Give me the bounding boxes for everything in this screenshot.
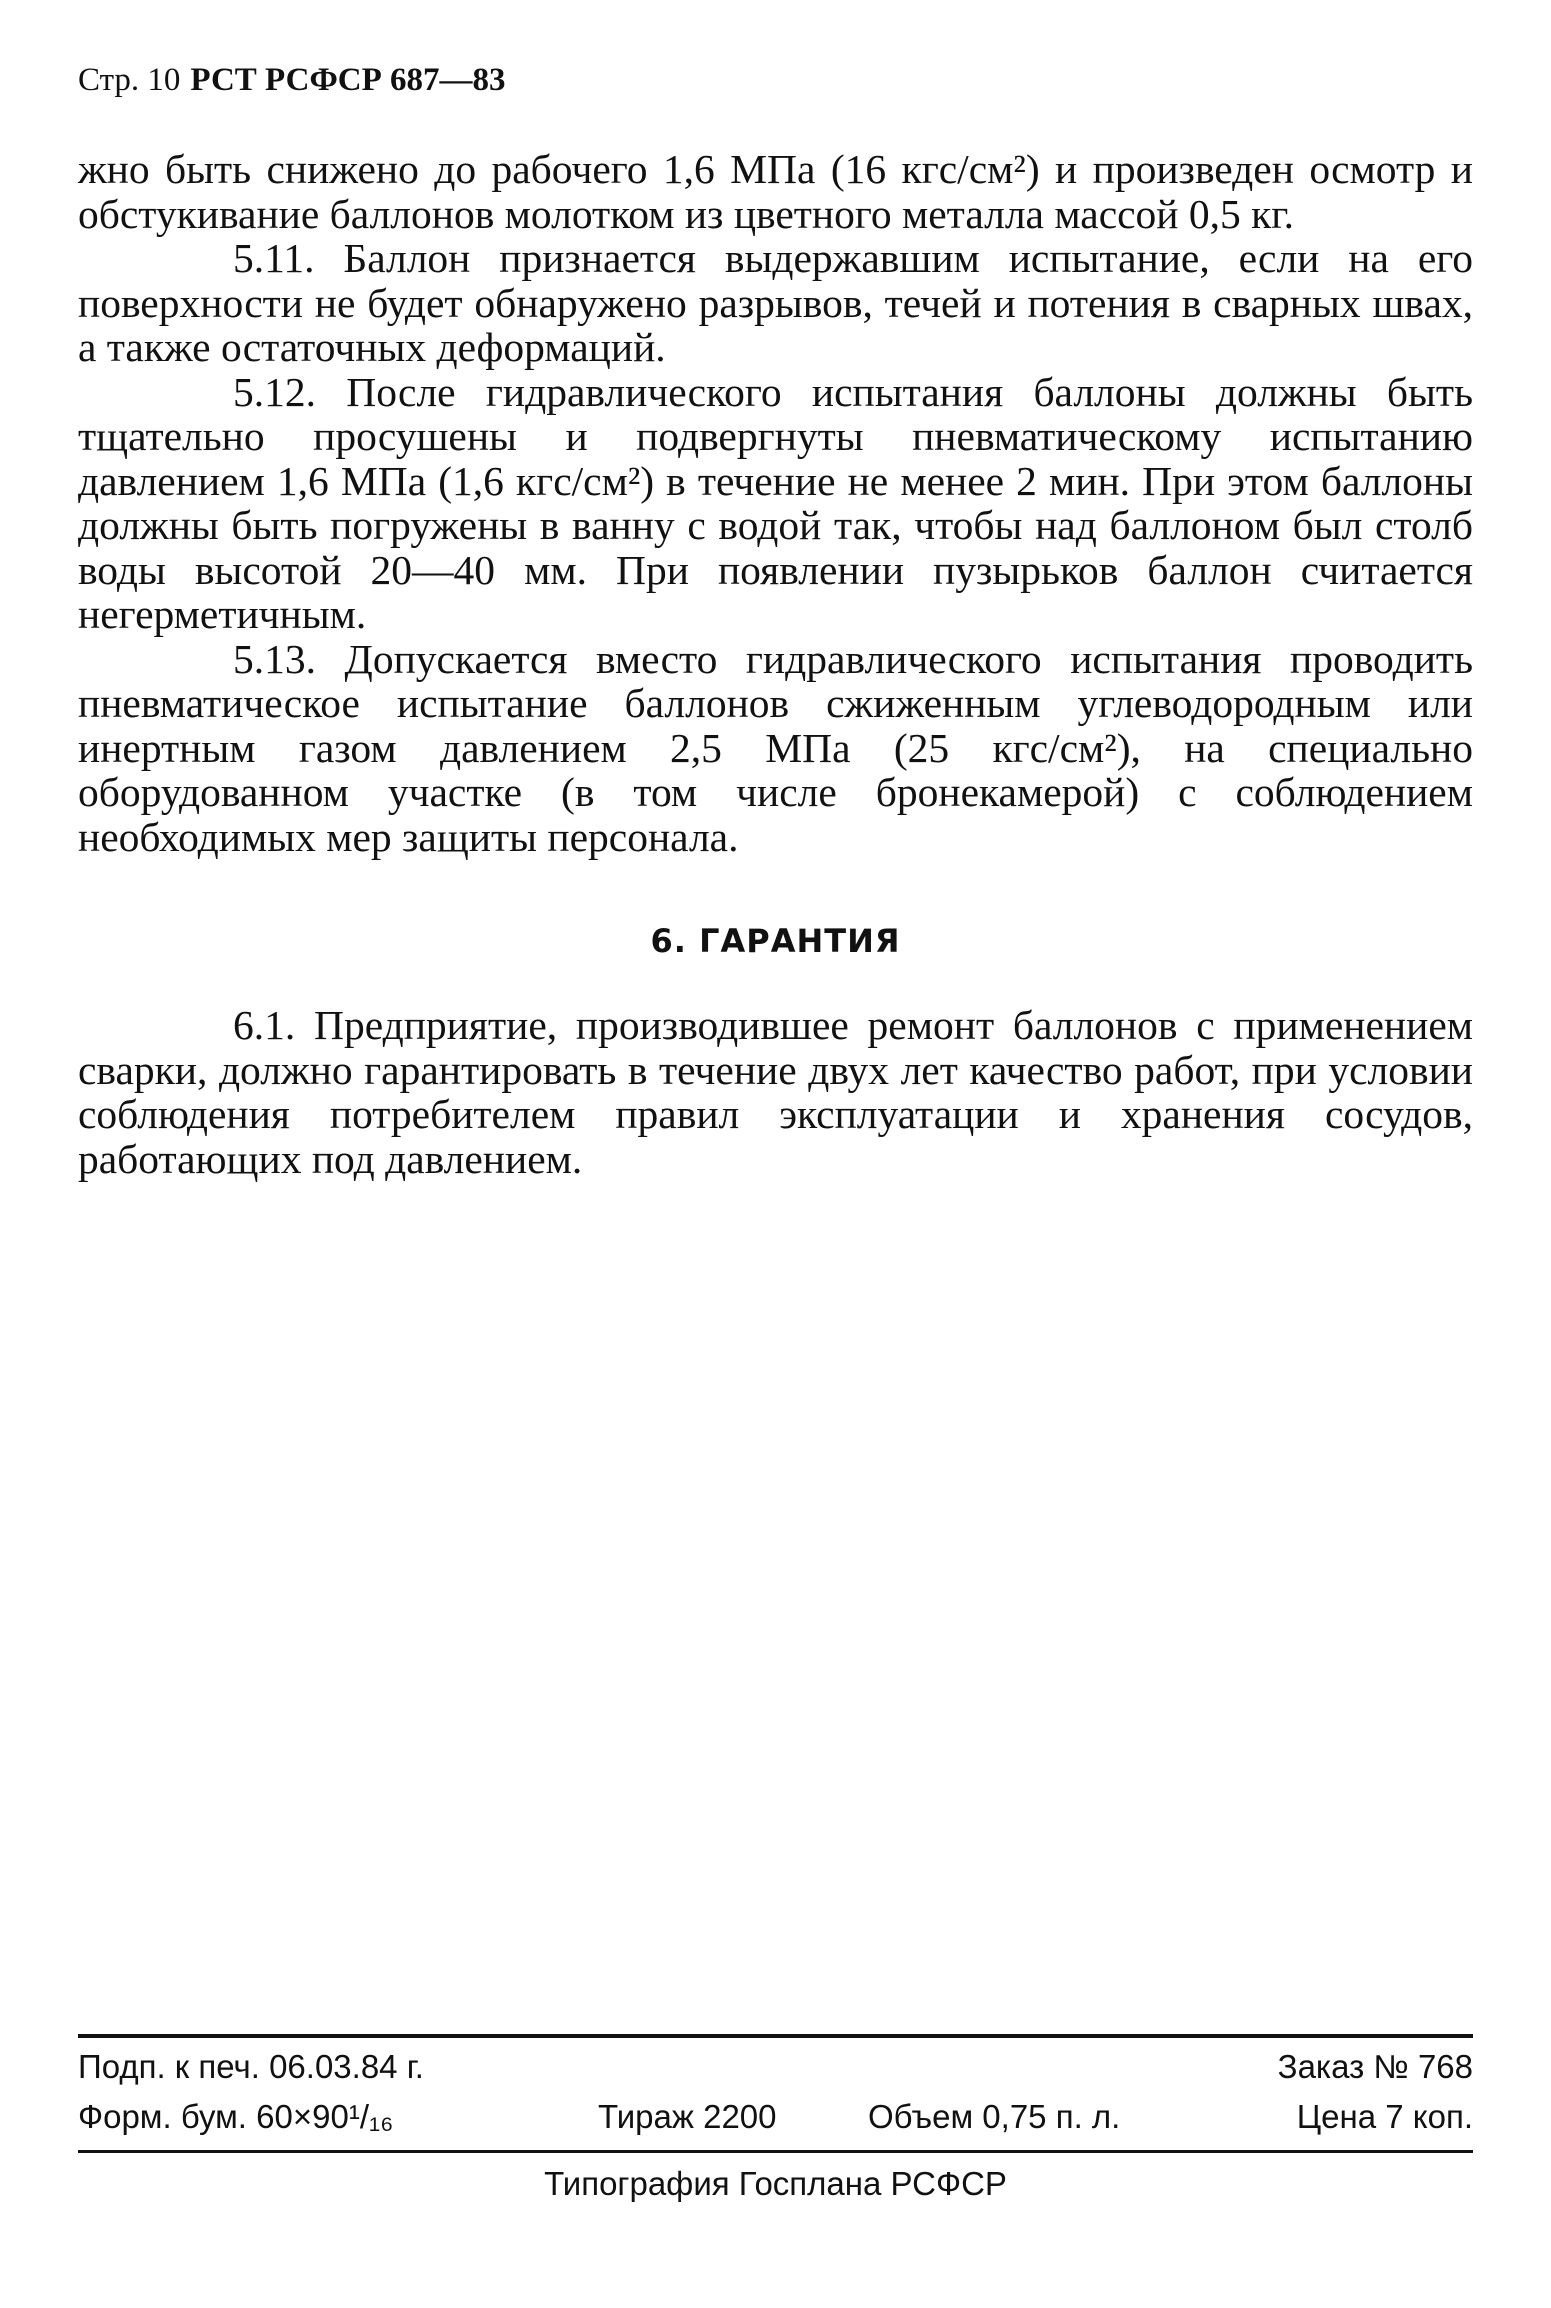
paragraph-continuation: жно быть снижено до рабочего 1,6 МПа (16 кгс/см²) и произведен осмотр и обстукивание баллонов молотком из цветного металла массой 0,5 кг. bbox=[78, 146, 1473, 237]
imprint-circulation: Тираж 2200 bbox=[598, 2098, 777, 2135]
imprint-signed: Подп. к печ. 06.03.84 г. bbox=[78, 2048, 424, 2085]
document-page bbox=[78, 60, 1473, 1181]
paragraph-5-12: 5.12. После гидравлического испытания баллоны должны быть тщательно просушены и подвергнуты пневматическому испытанию давлением 1,6 МПа (1,6 кгс/см²) в течение не менее 2 мин. При этом баллоны должны быть погружены в ванну с водой так, чтобы над баллоном был столб воды высотой 20—40 мм. При появлении пузырьков баллон считается негерметичным. bbox=[78, 368, 1473, 637]
page-number: Стр. 10 bbox=[78, 62, 181, 98]
imprint-block bbox=[78, 2034, 1473, 2215]
imprint-price: Цена 7 коп. bbox=[1296, 2098, 1473, 2135]
paragraph-5-13: 5.13. Допускается вместо гидравлического испытания проводить пневматическое испытание баллонов сжиженным углеводородным или инертным газом давлением 2,5 МПа (25 кгс/см²), на специально оборудованном участке (в том числе бронекамерой) с соблюдением необходимых мер защиты персонала. bbox=[78, 635, 1473, 860]
page-header bbox=[78, 60, 1473, 100]
paragraph-5-11: 5.11. Баллон признается выдержавшим испытание, если на его поверхности не будет обнаружено разрывов, течей и потения в сварных швах, а также остаточных деформаций. bbox=[78, 235, 1473, 370]
standard-designation: РСТ РСФСР 687—83 bbox=[190, 62, 506, 98]
imprint-format: Форм. бум. 60×90¹/₁₆ bbox=[78, 2098, 394, 2135]
imprint-row-2 bbox=[78, 2092, 1473, 2142]
imprint-order: Заказ № 768 bbox=[1277, 2048, 1473, 2085]
imprint-volume: Объем 0,75 п. л. bbox=[868, 2098, 1121, 2135]
section-6-title: 6. ГАРАНТИЯ bbox=[650, 922, 901, 960]
imprint-top-rule bbox=[78, 2034, 1473, 2038]
imprint-printer: Типография Госплана РСФСР bbox=[544, 2165, 1007, 2202]
paragraph-6-1: 6.1. Предприятие, производившее ремонт баллонов с применением сварки, должно гарантировать в течение двух лет качество работ, при условии соблюдения потребителем правил эксплуатации и хранения сосудов, работающих под давлением. bbox=[78, 1002, 1473, 1182]
imprint-row-1 bbox=[78, 2042, 1473, 2092]
